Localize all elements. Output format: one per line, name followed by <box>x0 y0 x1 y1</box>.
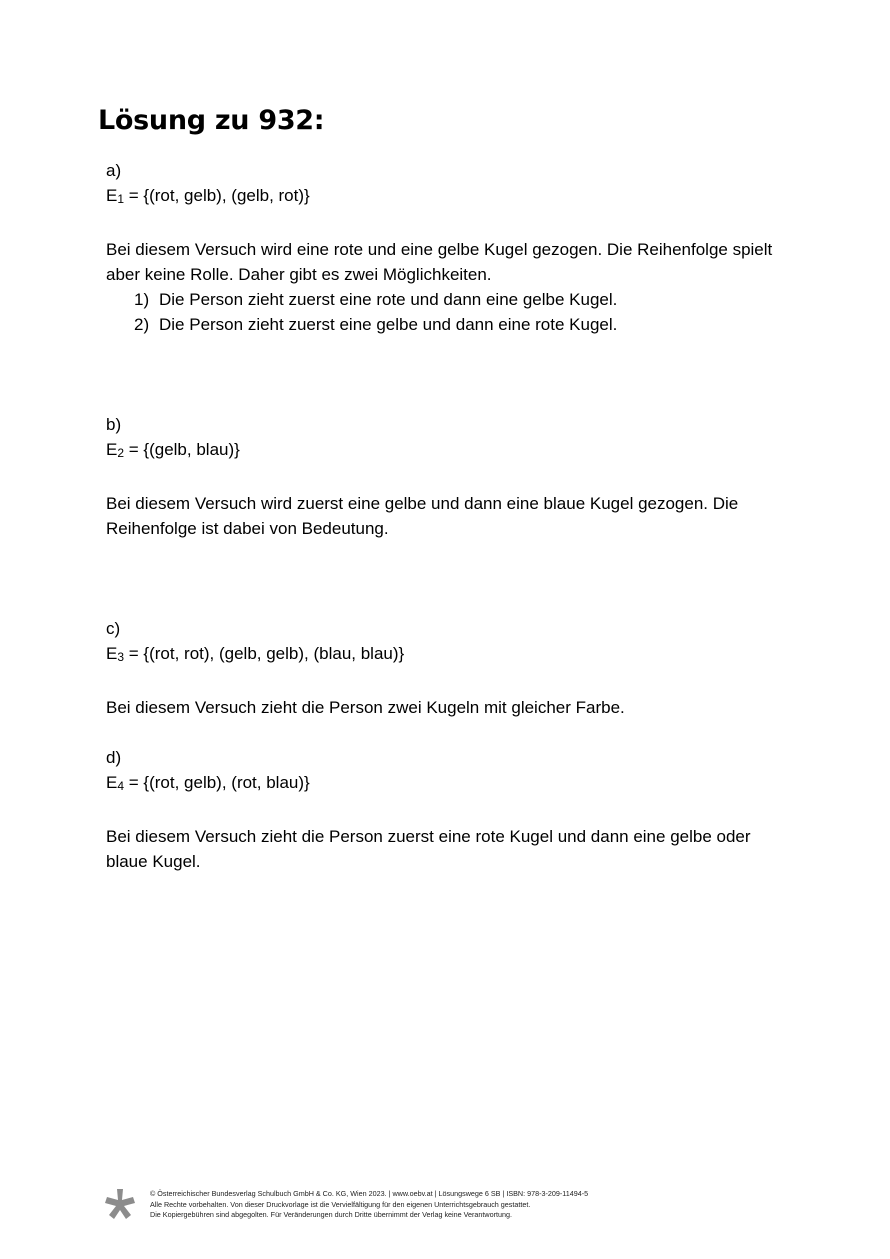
copyright-notice: © Österreichischer Bundesverlag Schulbuch GmbH & Co. KG, Wien 2023. | www.oebv.at | Lösungswege 6 SB | ISBN: 978-3-209-11494-5 Alle Rechte vorbehalten. Von dieser Druckvorlage ist die Vervielfältigung für den eigenen Unterrichtsgebrauch gestattet. Die Kopiergebühren sind abgegolten. Für Veränderungen durch Dritte übernimmt der Verlag keine Verantwortung. <box>150 1189 589 1219</box>
section-a-list <box>106 287 826 337</box>
section-a-label: a) <box>106 161 122 180</box>
section-d-text: blaue Kugel. <box>106 852 201 871</box>
section-d-text: Bei diesem Versuch zieht die Person zuerst eine rote Kugel und dann eine gelbe oder <box>106 827 751 846</box>
section-d-set: E4 = {(rot, gelb), (rot, blau)} <box>106 773 310 793</box>
section-b-label: b) <box>106 415 122 434</box>
section-d-label: d) <box>106 748 122 767</box>
section-b-set: E2 = {(gelb, blau)} <box>106 440 240 460</box>
section-c-set: E3 = {(rot, rot), (gelb, gelb), (blau, blau)} <box>106 644 405 664</box>
section-c-text: Bei diesem Versuch zieht die Person zwei Kugeln mit gleicher Farbe. <box>106 698 625 717</box>
page-footer <box>104 1188 804 1221</box>
publisher-logo-icon <box>104 1188 136 1220</box>
section-a-text: Bei diesem Versuch wird eine rote und eine gelbe Kugel gezogen. Die Reihenfolge spielt <box>106 240 773 259</box>
solution-content <box>106 158 826 874</box>
section-c-label: c) <box>106 619 121 638</box>
section-b-text: Bei diesem Versuch wird zuerst eine gelbe und dann eine blaue Kugel gezogen. Die <box>106 494 739 513</box>
page-title: Lösung zu 932: <box>98 105 325 136</box>
section-a-set: E1 = {(rot, gelb), (gelb, rot)} <box>106 186 310 206</box>
section-a-text: aber keine Rolle. Daher gibt es zwei Möglichkeiten. <box>106 265 492 284</box>
list-item: 1) Die Person zieht zuerst eine rote und dann eine gelbe Kugel. <box>134 290 618 309</box>
section-b-text: Reihenfolge ist dabei von Bedeutung. <box>106 519 389 538</box>
list-item: 2) Die Person zieht zuerst eine gelbe und dann eine rote Kugel. <box>134 315 618 334</box>
